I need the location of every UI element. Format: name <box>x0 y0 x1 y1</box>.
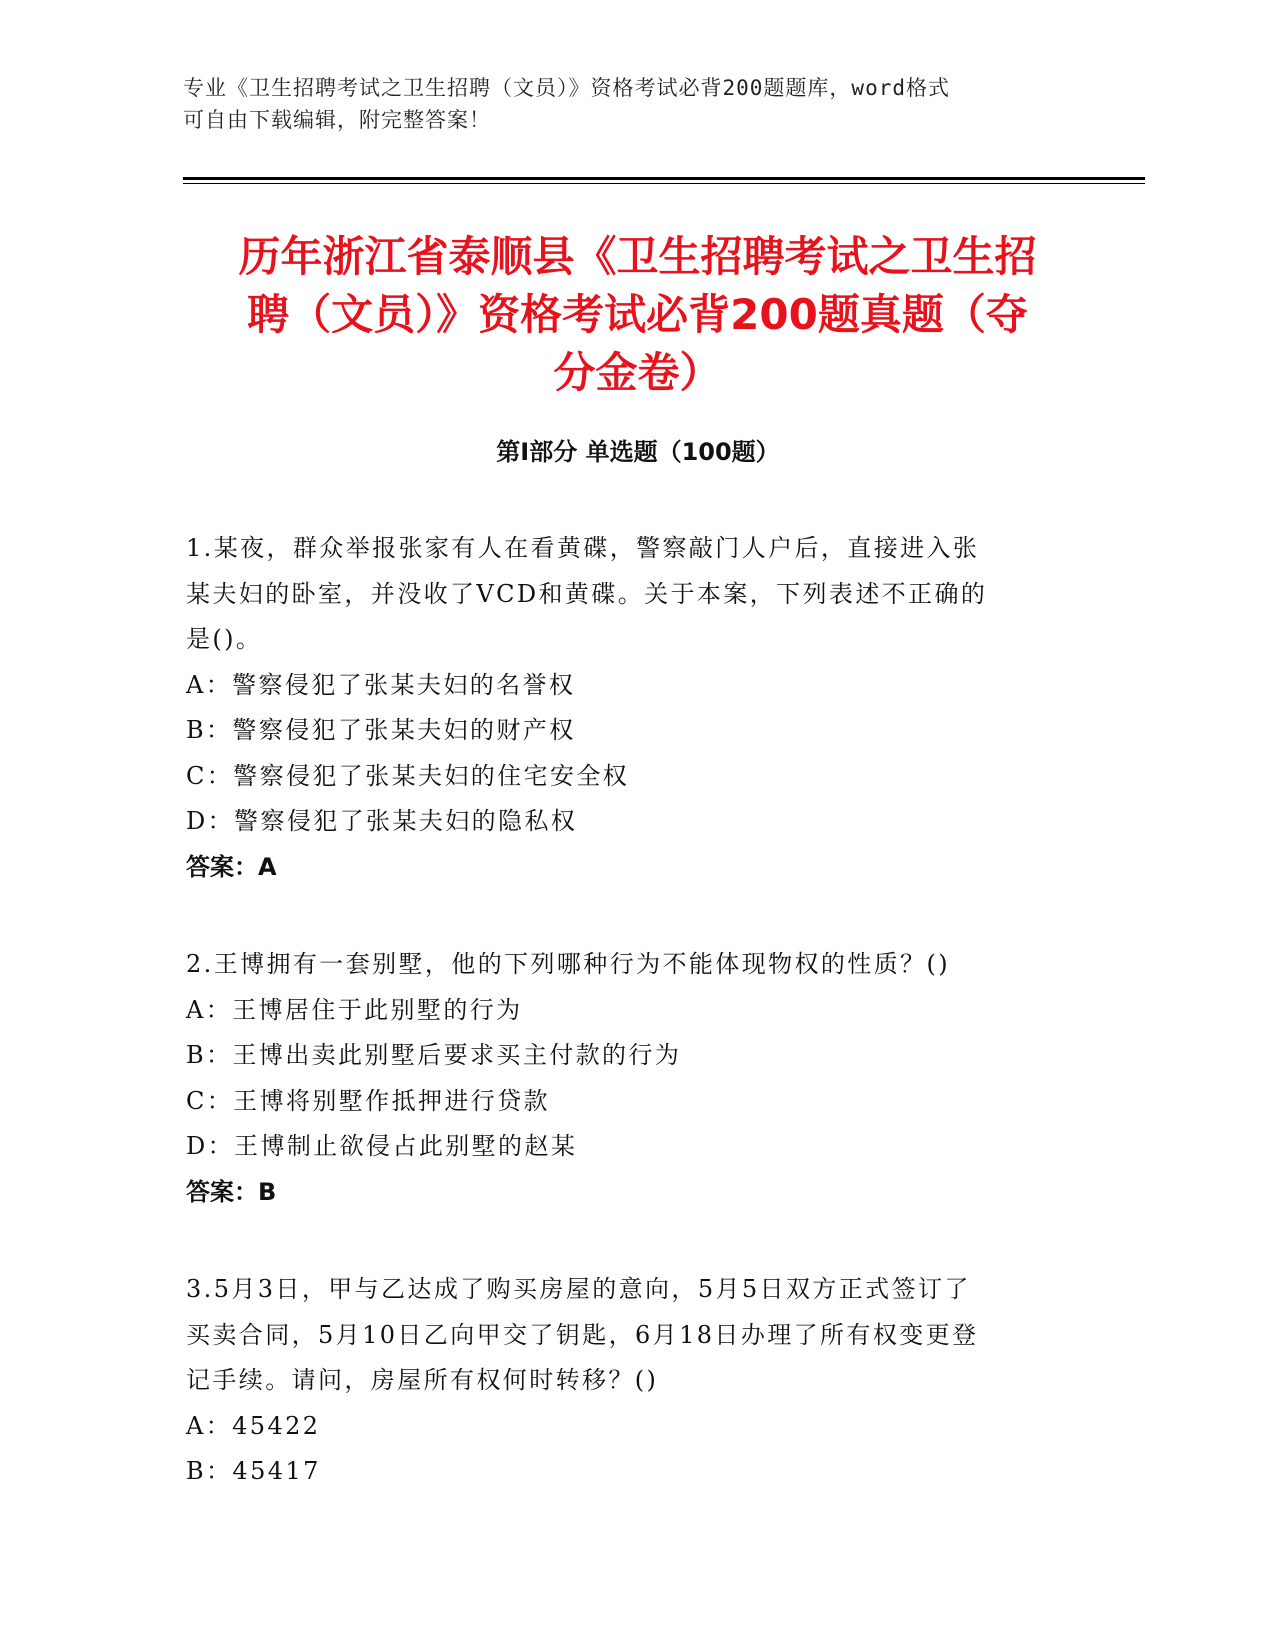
question-3-stem-line-3: 记手续。请问，房屋所有权何时转移？() <box>186 1366 659 1394</box>
document-title-line-3: 分金卷） <box>553 348 722 397</box>
question-1-answer: 答案：A <box>186 852 277 881</box>
question-1-option-b: B：警察侵犯了张某夫妇的财产权 <box>186 716 576 744</box>
question-3-stem-line-1: 3.5月3日，甲与乙达成了购买房屋的意向，5月5日双方正式签订了 <box>186 1275 971 1303</box>
section-heading: 第I部分 单选题（100题） <box>496 438 780 466</box>
question-2-option-a: A：王博居住于此别墅的行为 <box>186 995 523 1024</box>
question-2-stem-line-1: 2.王博拥有一套别墅，他的下列哪种行为不能体现物权的性质？() <box>186 950 951 978</box>
question-2-option-b: B：王博出卖此别墅后要求买主付款的行为 <box>186 1041 682 1069</box>
question-1 <box>186 526 1086 890</box>
question-2-answer: 答案：B <box>186 1177 277 1206</box>
header-note <box>183 72 1063 136</box>
header-note-line-2: 可自由下载编辑，附完整答案！ <box>183 108 491 132</box>
question-3 <box>186 1267 1086 1495</box>
question-list <box>186 526 1086 1547</box>
document-title <box>160 228 1115 402</box>
question-2-option-c: C：王博将别墅作抵押进行贷款 <box>186 1086 550 1115</box>
question-3-option-a: A：45422 <box>186 1411 321 1440</box>
question-1-stem-line-2: 某夫妇的卧室，并没收了VCD和黄碟。关于本案，下列表述不正确的 <box>186 579 988 608</box>
question-1-option-d: D：警察侵犯了张某夫妇的隐私权 <box>186 807 578 835</box>
question-1-stem-line-1: 1.某夜，群众举报张家有人在看黄碟，警察敲门人户后，直接进入张 <box>186 534 980 562</box>
header-note-line-1: 专业《卫生招聘考试之卫生招聘（文员）》资格考试必背200题题库，word格式 <box>183 76 950 100</box>
question-1-stem-line-3: 是()。 <box>186 625 263 653</box>
document-title-line-1: 历年浙江省泰顺县《卫生招聘考试之卫生招 <box>238 232 1037 281</box>
question-2-option-d: D：王博制止欲侵占此别墅的赵某 <box>186 1132 578 1160</box>
document-title-line-2: 聘（文员）》资格考试必背200题真题（夺 <box>247 290 1028 339</box>
question-1-option-a: A：警察侵犯了张某夫妇的名誉权 <box>186 670 576 699</box>
question-1-option-c: C：警察侵犯了张某夫妇的住宅安全权 <box>186 761 630 790</box>
header-divider-thick <box>183 177 1145 180</box>
question-2 <box>186 942 1086 1215</box>
header-divider-thin <box>183 183 1145 184</box>
question-3-stem-line-2: 买卖合同，5月10日乙向甲交了钥匙，6月18日办理了所有权变更登 <box>186 1320 979 1349</box>
question-3-option-b: B：45417 <box>186 1457 321 1485</box>
